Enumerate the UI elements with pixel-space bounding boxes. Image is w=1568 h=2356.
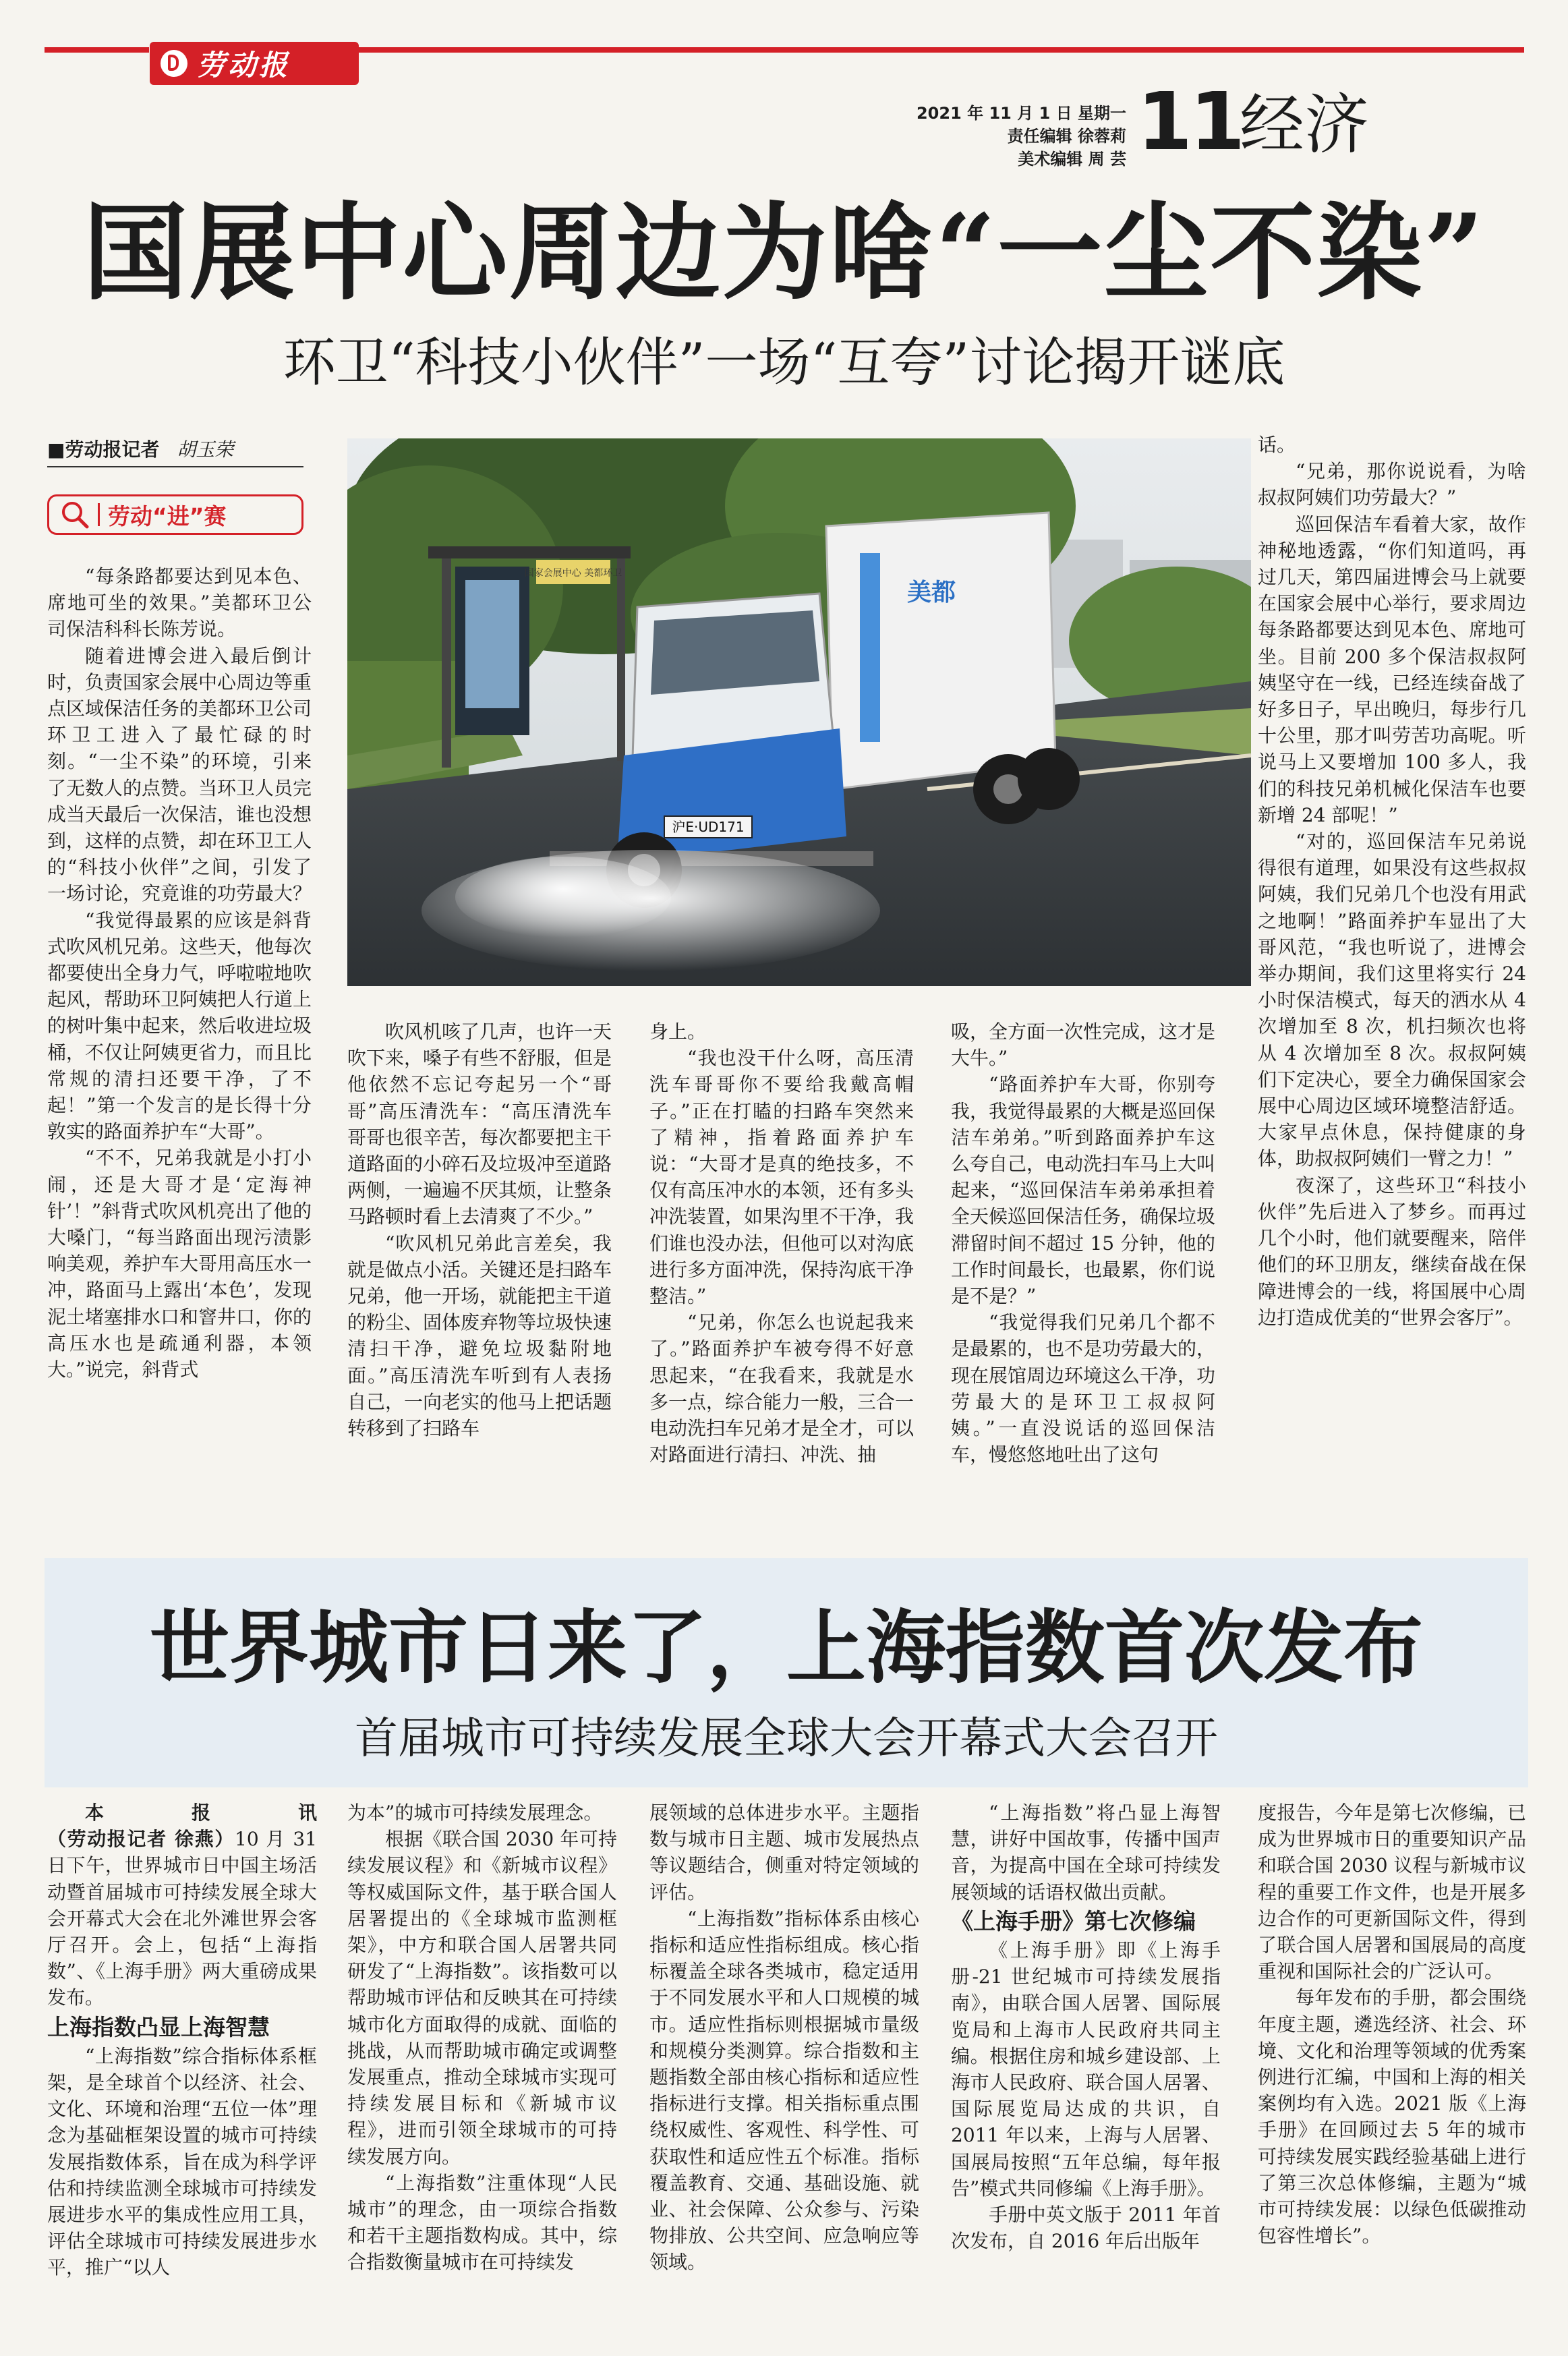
- lead-label: 本报讯: [85, 1802, 317, 1824]
- paragraph: “上海指数”将凸显上海智慧，讲好中国故事，传播中国声音，为提高中国在全球可持续发展领域的话语权做出贡献。: [951, 1802, 1221, 1903]
- paragraph: “上海指数”综合指标体系框架，是全球首个以经济、社会、文化、环境和治理“五位一体”理念为基础框架设置的城市可持续发展指数体系，旨在成为科学评估和持续监测全球城市可持续发展进步水平的集成性应用工具，评估全球城市可持续发展进步水平，推广“以人: [47, 2044, 317, 2279]
- paragraph: 为本”的城市可持续发展理念。: [347, 1802, 603, 1824]
- article1-column-5: [1258, 432, 1526, 1534]
- article2-headline: 世界城市日来了，上海指数首次发布: [149, 1601, 1423, 1694]
- paragraph: 巡回保洁车看着大家，故作神秘地透露，“你们知道吗，再过几天，第四届进博会马上就要在国家会展中心举行，要求周边每条路都要达到见本色、席地可坐。目前 200 多个保洁叔叔阿姨坚守在一线，已经连续奋战了好多日子，早出晚归，每步行几十公里，那才叫劳苦功高呢。听说马上又要增加 100 多人，我们的科技兄弟机械化保洁车也要新增 24 部呢！”: [1258, 513, 1526, 826]
- byline-label: ■劳动报记者: [47, 438, 160, 461]
- lead-byline: （劳动报记者 徐燕）: [47, 1828, 235, 1851]
- subheading: 上海指数凸显上海智慧: [47, 2013, 270, 2040]
- paragraph: “不不，兄弟我就是小打小闹，还是大哥才是‘定海神针’！”斜背式吹风机亮出了他的大嗓门，“每当路面出现污渍影响美观，养护车大哥用高压水一冲，路面马上露出‘本色’，发现泥土堵塞排水口和窨井口，你的高压水也是疏通利器，本领大。”说完，斜背式: [47, 1147, 312, 1381]
- article2-column-1: [47, 1800, 317, 2339]
- paragraph: 身上。: [649, 1021, 707, 1043]
- paragraph: 夜深了，这些环卫“科技小伙伴”先后进入了梦乡。而再过几个小时，他们就要醒来，陪伴他们的环卫朋友，继续奋战在保障进博会的一线，将国展中心周边打造成优美的“世界会客厅”。: [1258, 1174, 1526, 1329]
- byline: [47, 435, 303, 467]
- lead-text: 10 月 31 日下午，世界城市日中国主场活动暨首届城市可持续发展全球大会开幕式大会在北外滩世界会客厅召开。会上，包括“上海指数”、《上海手册》两大重磅成果发布。: [47, 1828, 317, 2009]
- article2-column-5: [1258, 1800, 1526, 2339]
- license-plate-text: 沪E·UD171: [672, 819, 745, 835]
- article1-column-1: [47, 563, 312, 1534]
- logo-icon: [161, 50, 187, 77]
- paragraph: “兄弟，那你说说看，为啥叔叔阿姨们功劳最大？”: [1258, 460, 1526, 509]
- article2-column-4: [951, 1800, 1221, 2339]
- header-rule-right: [359, 47, 1524, 53]
- subheading: 《上海手册》第七次修编: [951, 1907, 1196, 1934]
- article1-column-4: [951, 1018, 1215, 1534]
- article2-column-3: [649, 1800, 919, 2339]
- paragraph: “兄弟，你怎么也说起我来了。”路面养护车被夸得不好意思起来，“在我看来，我就是水多一点，综合能力一般，三合一电动洗扫车兄弟才是全才，可以对路面进行清扫、冲洗、抽: [649, 1311, 914, 1466]
- paragraph: 度报告，今年是第七次修编，已成为世界城市日的重要知识产品和联合国 2030 议程与新城市议程的重要工作文件，也是开展多边合作的可更新国际文件，得到了联合国人居署和国展局的高度重视和国际社会的广泛认可。: [1258, 1802, 1526, 1983]
- article2-subheadline: 首届城市可持续发展全球大会开幕式大会召开: [355, 1714, 1218, 1764]
- paragraph: 《上海手册》即《上海手册-21 世纪城市可持续发展指南》，由联合国人居署、国际展览局和上海市人民政府共同主编。根据住房和城乡建设部、上海市人民政府、联合国人居署、国际展览局达成的共识，自 2011 年以来，上海与人居署、国展局按照“五年总编，每年报告”模式共同修编《上海手册》。: [951, 1939, 1221, 2200]
- paragraph: 吸，全方面一次性完成，这才是大牛。”: [951, 1021, 1215, 1070]
- page-number: 11: [1137, 75, 1243, 168]
- art-editor-line: 美术编辑 周 芸: [1018, 150, 1126, 169]
- paragraph: 根据《联合国 2030 年可持续发展议程》和《新城市议程》等权威国际文件，基于联合国人居署提出的《全球城市监测框架》，中方和联合国人居署共同研发了“上海指数”。该指数可以帮助城市评估和反映其在可持续城市化方面取得的成就、面临的挑战，从而帮助城市确定或调整发展重点，推动全球城市实现可持续发展目标和《新城市议程》，进而引领全球城市的可持续发展方向。: [347, 1828, 617, 2168]
- paragraph: “每条路都要达到见本色、席地可坐的效果。”美都环卫公司保洁科科长陈芳说。: [47, 565, 312, 641]
- paragraph: “我觉得我们兄弟几个都不是最累的，也不是功劳最大的，现在展馆周边环境这么干净，功劳最大的是环卫工叔叔阿姨。”一直没说话的巡回保洁车，慢悠悠地吐出了这句: [951, 1311, 1215, 1466]
- paragraph: 吹风机咳了几声，也许一天吹下来，嗓子有些不舒服，但是他依然不忘记夸起另一个“哥哥”高压清洗车：“高压清洗车哥哥也很辛苦，每次都要把主干道路面的小碎石及垃圾冲至道路两侧，一遍遍不厌其烦，让整条马路顿时看上去清爽了不少。”: [347, 1021, 612, 1228]
- article1-column-2: [347, 1018, 612, 1534]
- paragraph: “我也没干什么呀，高压清洗车哥哥你不要给我戴高帽子。”正在打瞌的扫路车突然来了精神，指着路面养护车说：“大哥才是真的绝技多，不仅有高压冲水的本领，还有多头冲洗装置，如果沟里不干净，我们谁也没办法，但他可以对沟底进行多方面冲洗，保持沟底干净整洁。”: [649, 1047, 914, 1308]
- lead-paragraph: [47, 1800, 317, 2011]
- paragraph: 话。: [1258, 434, 1296, 456]
- paragraph: “我觉得最累的应该是斜背式吹风机兄弟。这些天，他每次都要使出全身力气，呼啦啦地吹起风，帮助环卫阿姨把人行道上的树叶集中起来，然后收进垃圾桶，不仅让阿姨更省力，而且比常规的清扫还要干净，了不起！”第一个发言的是长得十分敦实的路面养护车“大哥”。: [47, 909, 312, 1143]
- article1-subheadline: 环卫“科技小伙伴”一场“互夸”讨论揭开谜底: [283, 333, 1285, 393]
- header-rule-left: [45, 47, 149, 53]
- editor-line: 责任编辑 徐蓉莉: [1007, 127, 1126, 146]
- paragraph: “上海指数”指标体系由核心指标和适应性指标组成。核心指标覆盖全球各类城市，稳定适用于不同发展水平和人口规模的城市。适应性指标则根据城市量级和规模分类测算。综合指数和主题指数全部由核心指标和适应性指标进行支撑。相关指标重点围绕权威性、客观性、科学性、可获取性和适应性五个标准。指标覆盖教育、交通、基础设施、就业、社会保障、公众参与、污染物排放、公共空间、应急响应等领域。: [649, 1907, 919, 2274]
- column-tag-divider: [98, 503, 100, 526]
- paragraph: “对的，巡回保洁车兄弟说得很有道理，如果没有这些叔叔阿姨，我们兄弟几个也没有用武之地啊！”路面养护车显出了大哥风范，“我也听说了，进博会举办期间，我们这里将实行 24 小时保洁模式，每天的洒水从 4 次增加至 8 次，机扫频次也将从 4 次增加至 8 次。叔叔阿姨们下定决心，要全力确保国家会展中心周边区域环境整洁舒适。大家早点休息，保持健康的身体，助叔叔阿姨们一臂之力！”: [1258, 830, 1526, 1170]
- column-tag: [47, 494, 303, 535]
- paragraph: 每年发布的手册，都会围绕年度主题，遴选经济、社会、环境、文化和治理等领域的优秀案例进行汇编，中国和上海的相关案例均有入选。2021 版《上海手册》在回顾过去 5 年的城市可持续发展实践经验基础上进行了第三次总体修编，主题为“城市可持续发展：以绿色低碳推动包容性增长”。: [1258, 1986, 1526, 2247]
- column-tag-label: 劳动“进”赛: [108, 502, 227, 529]
- truck-brand-text: 美都: [907, 579, 956, 606]
- paragraph: 随着进博会进入最后倒计时，负责国家会展中心周边等重点区域保洁任务的美都环卫公司环卫工进入了最忙碌的时刻。“一尘不染”的环境，引来了无数人的点赞。当环卫人员完成当天最后一次保洁，谁也没想到，这样的点赞，却在环卫工人的“科技小伙伴”之间，引发了一场讨论，究竟谁的功劳最大？: [47, 644, 312, 905]
- bus-stop-sign-text: 国家会展中心 美都环卫: [524, 568, 622, 579]
- article1-column-3: [649, 1018, 914, 1534]
- street-cleaner-photo: [347, 438, 1251, 986]
- article2-column-2: [347, 1800, 617, 2339]
- article1-headline: 国展中心周边为啥“一尘不染”: [82, 191, 1486, 314]
- paper-name: 劳动报: [197, 49, 291, 82]
- paragraph: 手册中英文版于 2011 年首次发布，自 2016 年后出版年: [951, 2204, 1221, 2253]
- byline-author: 胡玉荣: [177, 438, 234, 461]
- paragraph: “上海指数”注重体现“人民城市”的理念，由一项综合指数和若干主题指数构成。其中，综合指数衡量城市在可持续发: [347, 2171, 617, 2274]
- section-name: 经济: [1240, 87, 1369, 163]
- paragraph: “吹风机兄弟此言差矣，我就是做点小活。关键还是扫路车兄弟，他一开场，就能把主干道的粉尘、固体废弃物等垃圾快速清扫干净，避免垃圾黏附地面。”高压清洗车听到有人表扬自己，一向老实的他马上把话题转移到了扫路车: [347, 1232, 612, 1440]
- paragraph: “路面养护车大哥，你别夸我，我觉得最累的大概是巡回保洁车弟弟。”听到路面养护车这么夸自己，电动洗扫车马上大叫起来，“巡回保洁车弟弟承担着全天候巡回保洁任务，确保垃圾滞留时间不超过 15 分钟，他的工作时间最长，也最累，你们说是不是？”: [951, 1073, 1215, 1308]
- paragraph: 展领域的总体进步水平。主题指数与城市日主题、城市发展热点等议题结合，侧重对特定领域的评估。: [649, 1802, 919, 1903]
- date-line: 2021 年 11 月 1 日 星期一: [916, 104, 1126, 123]
- masthead-logo: [150, 42, 359, 85]
- search-icon: [60, 500, 90, 529]
